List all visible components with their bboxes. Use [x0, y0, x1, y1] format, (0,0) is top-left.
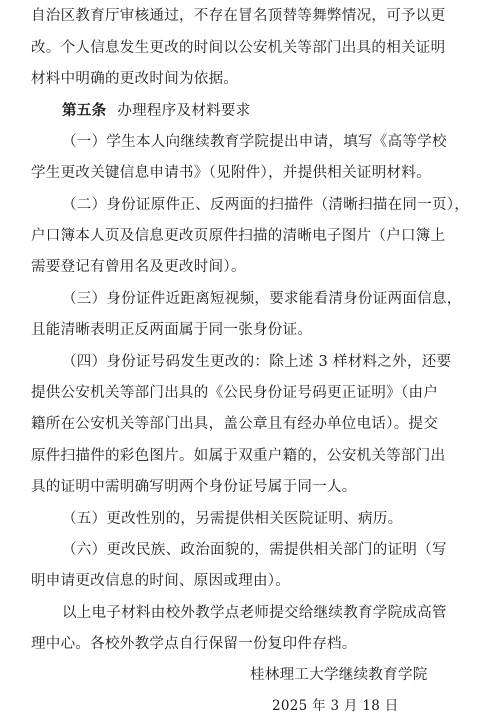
paragraph-line: 户口簿本人页及信息更改页原件扫描的清晰电子图片（户口簿上 — [31, 228, 446, 244]
paragraph-line: （三）身份证件近距离短视频，要求能看清身份证两面信息， — [62, 291, 462, 307]
paragraph-line: 学生更改关键信息申请书》（见附件），并提供相关证明材料。 — [31, 165, 431, 181]
paragraph-line: 提供公安机关等部门出具的《公民身份证号码更正证明》（由户 — [31, 385, 439, 401]
paragraph-line: 理中心。各校外教学点自行保留一份复印件存档。 — [31, 636, 357, 652]
paragraph-line: 明申请更改信息的时间、原因或理由）。 — [31, 573, 291, 589]
paragraph-line: 自治区教育厅审核通过，不存在冒名顶替等舞弊情况，可予以更 — [31, 8, 446, 24]
article-title: 办理程序及材料要求 — [117, 103, 251, 119]
paragraph-line: （二）身份证原件正、反两面的扫描件（清晰扫描在同一页）， — [62, 197, 470, 213]
paragraph-line: 具的证明中需明确写明两个身份证号属于同一人。 — [31, 479, 357, 495]
paragraph-line: 材料中明确的更改时间为依据。 — [31, 71, 239, 87]
paragraph-line: 原件扫描件的彩色图片。如属于双重户籍的，公安机关等部门出 — [31, 448, 446, 464]
signature-organization: 桂林理工大学继续教育学院 — [250, 667, 428, 683]
article-heading — [62, 102, 251, 120]
paragraph-line: 籍所在公安机关等部门出具，盖公章且有经办单位电话）。提交 — [31, 416, 439, 432]
paragraph-line: （四）身份证号码发生更改的：除上述 3 样材料之外，还要 — [62, 354, 452, 370]
paragraph-line: 以上电子材料由校外教学点老师提交给继续教育学院成高管 — [62, 605, 447, 621]
paragraph-line: 且能清晰表明正反两面属于同一张身份证。 — [31, 322, 313, 338]
paragraph-line: 需要登记有曾用名及更改时间）。 — [31, 259, 246, 275]
paragraph-line: 改。个人信息发生更改的时间以公安机关等部门出具的相关证明 — [31, 40, 446, 56]
signature-date: 2025 年 3 月 18 日 — [272, 698, 399, 714]
article-label: 第五条 — [62, 102, 107, 119]
paragraph-line: （六）更改民族、政治面貌的，需提供相关部门的证明（写 — [62, 542, 447, 558]
paragraph-line: （五）更改性别的，另需提供相关医院证明、病历。 — [62, 511, 403, 527]
paragraph-line: （一）学生本人向继续教育学院提出申请，填写《高等学校 — [62, 134, 447, 150]
